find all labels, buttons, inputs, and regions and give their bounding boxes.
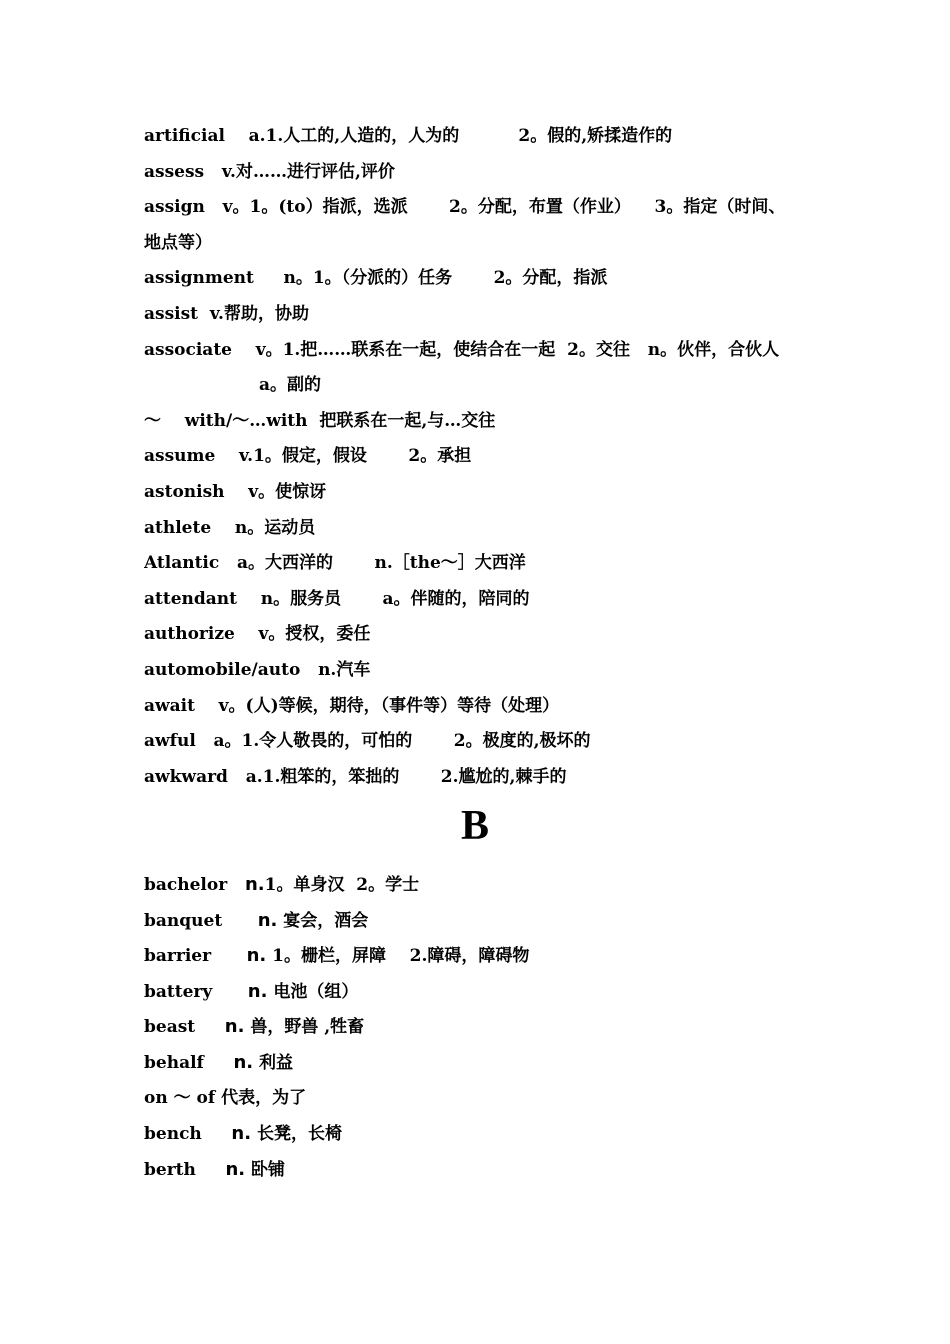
entry-artificial <box>144 119 814 155</box>
spacer <box>232 340 256 360</box>
entry-automobile <box>144 653 814 689</box>
spacer <box>215 446 239 466</box>
headword: battery <box>144 981 213 1002</box>
headword: bench <box>144 1124 202 1145</box>
spacer <box>198 304 210 324</box>
entry-authorize <box>144 617 814 653</box>
definition: with/～…with 把联系在一起,与…交往 <box>184 410 496 431</box>
part-of-speech: n. <box>225 1158 246 1180</box>
headword: artificial <box>144 126 225 146</box>
entry-assign-continued <box>144 226 814 262</box>
definition: 宴会，酒会 <box>277 910 369 931</box>
definition: a.1.粗笨的，笨拙的 2.尴尬的,棘手的 <box>245 766 567 787</box>
entry-atlantic <box>144 546 814 582</box>
definition: v。1.把……联系在一起，使结合在一起 2。交往 n。伙伴，合伙人 <box>255 339 780 360</box>
entry-barrier <box>144 938 814 974</box>
spacer <box>211 518 235 538</box>
definition: n.汽车 <box>318 659 371 680</box>
headword: awkward <box>144 766 228 787</box>
entry-await <box>144 689 814 725</box>
headword: assign <box>144 197 205 218</box>
definition: 电池（组） <box>267 981 359 1002</box>
spacer <box>202 1124 232 1144</box>
headword: bachelor <box>144 875 228 895</box>
spacer <box>300 660 318 680</box>
part-of-speech: n. <box>231 1123 252 1145</box>
entry-associate-continued <box>144 368 814 404</box>
entry-bachelor <box>144 867 814 903</box>
entry-banquet <box>144 903 814 939</box>
definition: a.1.人工的,人造的，人为的 2。假的,矫揉造作的 <box>248 126 673 146</box>
definition: n。运动员 <box>234 517 316 538</box>
definition: a。1.令人敬畏的，可怕的 2。极度的,极坏的 <box>213 731 591 752</box>
definition: 1。栅栏，屏障 2.障碍，障碍物 <box>266 946 530 967</box>
headword: banquet <box>144 910 223 931</box>
headword: behalf <box>144 1052 204 1073</box>
entry-attendant <box>144 582 814 618</box>
headword: attendant <box>144 588 238 609</box>
definition: 长凳，长椅 <box>251 1124 342 1145</box>
definition: n。1。（分派的）任务 2。分配，指派 <box>283 268 608 289</box>
spacer <box>212 982 248 1002</box>
definition: v。授权，委任 <box>258 624 371 645</box>
part-of-speech: n. <box>246 945 267 967</box>
spacer <box>205 197 223 217</box>
entry-assess <box>144 155 814 191</box>
part-of-speech: n. <box>244 874 265 895</box>
definition: v.1。假定，假设 2。承担 <box>239 446 472 467</box>
definition: v。1。(to）指派，选派 2。分配，布置（作业） 3。指定（时间、 <box>222 197 786 218</box>
spacer <box>195 1017 225 1037</box>
part-of-speech: n. <box>257 909 278 931</box>
spacer <box>219 553 237 573</box>
definition: 代表，为了 <box>221 1087 307 1108</box>
headword: authorize <box>144 624 235 645</box>
headword: beast <box>144 1017 196 1038</box>
definition: 卧铺 <box>245 1159 286 1180</box>
entry-bench <box>144 1116 814 1152</box>
spacer <box>161 411 185 431</box>
headword: awful <box>144 731 196 752</box>
entry-berth <box>144 1152 814 1188</box>
spacer <box>225 126 249 146</box>
definition: v.帮助，协助 <box>209 303 309 324</box>
definition: n。服务员 a。伴随的，陪同的 <box>260 588 530 609</box>
definition: 1。单身汉 2。学士 <box>264 875 420 895</box>
section-b-entries <box>144 867 814 1187</box>
definition: 兽，野兽 ,牲畜 <box>244 1017 365 1038</box>
spacer <box>196 731 214 751</box>
spacer <box>254 268 284 288</box>
entry-on-behalf-of <box>144 1081 814 1117</box>
entry-battery <box>144 974 814 1010</box>
definition: a。副的 <box>259 375 322 396</box>
section-a-entries <box>144 119 814 795</box>
entry-assign <box>144 190 814 226</box>
part-of-speech: n. <box>224 1016 245 1038</box>
part-of-speech: n. <box>233 1051 254 1073</box>
spacer <box>204 1053 234 1073</box>
headword: assume <box>144 446 216 467</box>
entry-behalf <box>144 1045 814 1081</box>
entry-assignment <box>144 261 814 297</box>
entry-assume <box>144 439 814 475</box>
spacer <box>195 696 219 716</box>
entry-awkward <box>144 760 814 796</box>
spacer <box>225 482 249 502</box>
spacer <box>235 624 259 644</box>
spacer <box>211 946 247 966</box>
headword: Atlantic <box>144 553 220 574</box>
headword: athlete <box>144 517 212 538</box>
entry-assist <box>144 297 814 333</box>
spacer <box>196 1160 226 1180</box>
definition: 利益 <box>253 1052 294 1073</box>
spacer <box>204 162 222 182</box>
headword: assignment <box>144 268 254 289</box>
headword: ～ <box>144 410 161 431</box>
headword: astonish <box>144 481 225 502</box>
headword: barrier <box>144 946 212 967</box>
headword: on ～ of <box>144 1087 216 1108</box>
entry-associate <box>144 333 814 369</box>
definition: v.对……进行评估,评价 <box>221 161 395 182</box>
headword: assess <box>144 161 205 182</box>
definition: v。使惊讶 <box>248 481 327 502</box>
spacer <box>237 589 261 609</box>
spacer <box>228 767 246 787</box>
part-of-speech: n. <box>247 980 268 1002</box>
entry-athlete <box>144 511 814 547</box>
definition: v。(人)等候，期待，（事件等）等待（处理） <box>218 695 560 716</box>
headword: berth <box>144 1159 196 1180</box>
headword: automobile/auto <box>144 659 301 680</box>
entry-awful <box>144 724 814 760</box>
entry-astonish <box>144 475 814 511</box>
headword: await <box>144 695 195 716</box>
entry-associate-phrase <box>144 404 814 440</box>
spacer <box>222 911 258 931</box>
entry-beast <box>144 1009 814 1045</box>
definition: 地点等） <box>144 232 212 253</box>
definition: a。大西洋的 n.［the～］大西洋 <box>237 553 526 574</box>
headword: assist <box>144 303 199 324</box>
section-heading-b: B <box>460 803 489 849</box>
headword: associate <box>144 339 232 360</box>
spacer <box>227 875 245 895</box>
